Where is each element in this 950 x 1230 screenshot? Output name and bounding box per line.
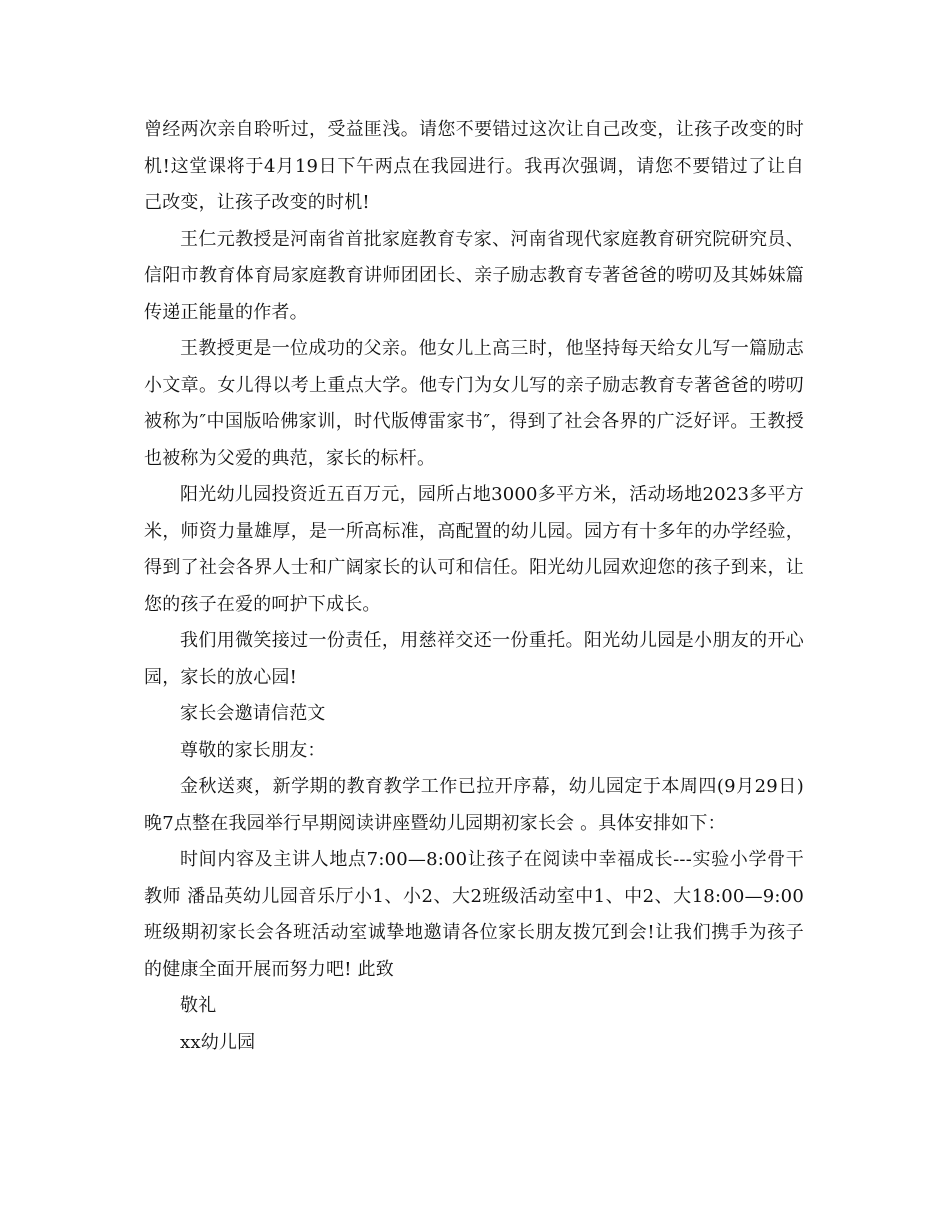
document-body bbox=[144, 112, 804, 1061]
paragraph-invitation: 金秋送爽，新学期的教育教学工作已拉开序幕，幼儿园定于本周四(9月29日)晚7点整在我园举行早期阅读讲座暨幼儿园期初家长会 。具体安排如下： bbox=[144, 776, 804, 834]
section-heading: 家长会邀请信范文 bbox=[180, 703, 326, 724]
salutation: 尊敬的家长朋友： bbox=[180, 739, 326, 761]
signature: xx幼儿园 bbox=[180, 1031, 256, 1053]
paragraph-professor-father: 王教授更是一位成功的父亲。他女儿上高三时，他坚持每天给女儿写一篇励志小文章。女儿得以考上重点大学。他专门为女儿写的亲子励志教育专著爸爸的唠叨被称为″中国版哈佛家训，时代版傅雷家书″，得到了社会各界的广泛好评。王教授也被称为父爱的典范，家长的标杆。 bbox=[144, 338, 804, 469]
paragraph-professor-intro: 王仁元教授是河南省首批家庭教育专家、河南省现代家庭教育研究院研究员、信阳市教育体育局家庭教育讲师团团长、亲子励志教育专著爸爸的唠叨及其姊妹篇传递正能量的作者。 bbox=[144, 228, 804, 323]
paragraph-schedule: 时间内容及主讲人地点7:00—8:00让孩子在阅读中幸福成长---实验小学骨干教师 潘品英幼儿园音乐厅小1、小2、大2班级活动室中1、中2、大18:00—9:00班级期初家长会各班活动室诚挚地邀请各位家长朋友拨冗到会!让我们携手为孩子的健康全面开展而努力吧! 此致 bbox=[144, 849, 804, 980]
closing-regards: 敬礼 bbox=[180, 995, 217, 1016]
paragraph-continuation: 曾经两次亲自聆听过，受益匪浅。请您不要错过这次让自己改变，让孩子改变的时机!这堂课将于4月19日下午两点在我园进行。我再次强调，请您不要错过了让自己改变，让孩子改变的时机! bbox=[144, 119, 804, 213]
paragraph-kindergarten-intro: 阳光幼儿园投资近五百万元，园所占地3000多平方米，活动场地2023多平方米，师资力量雄厚，是一所高标准，高配置的幼儿园。园方有十多年的办学经验，得到了社会各界人士和广阔家长的认可和信任。阳光幼儿园欢迎您的孩子到来，让您的孩子在爱的呵护下成长。 bbox=[144, 484, 804, 615]
paragraph-closing-slogan: 我们用微笑接过一份责任，用慈祥交还一份重托。阳光幼儿园是小朋友的开心园，家长的放心园! bbox=[144, 630, 804, 688]
